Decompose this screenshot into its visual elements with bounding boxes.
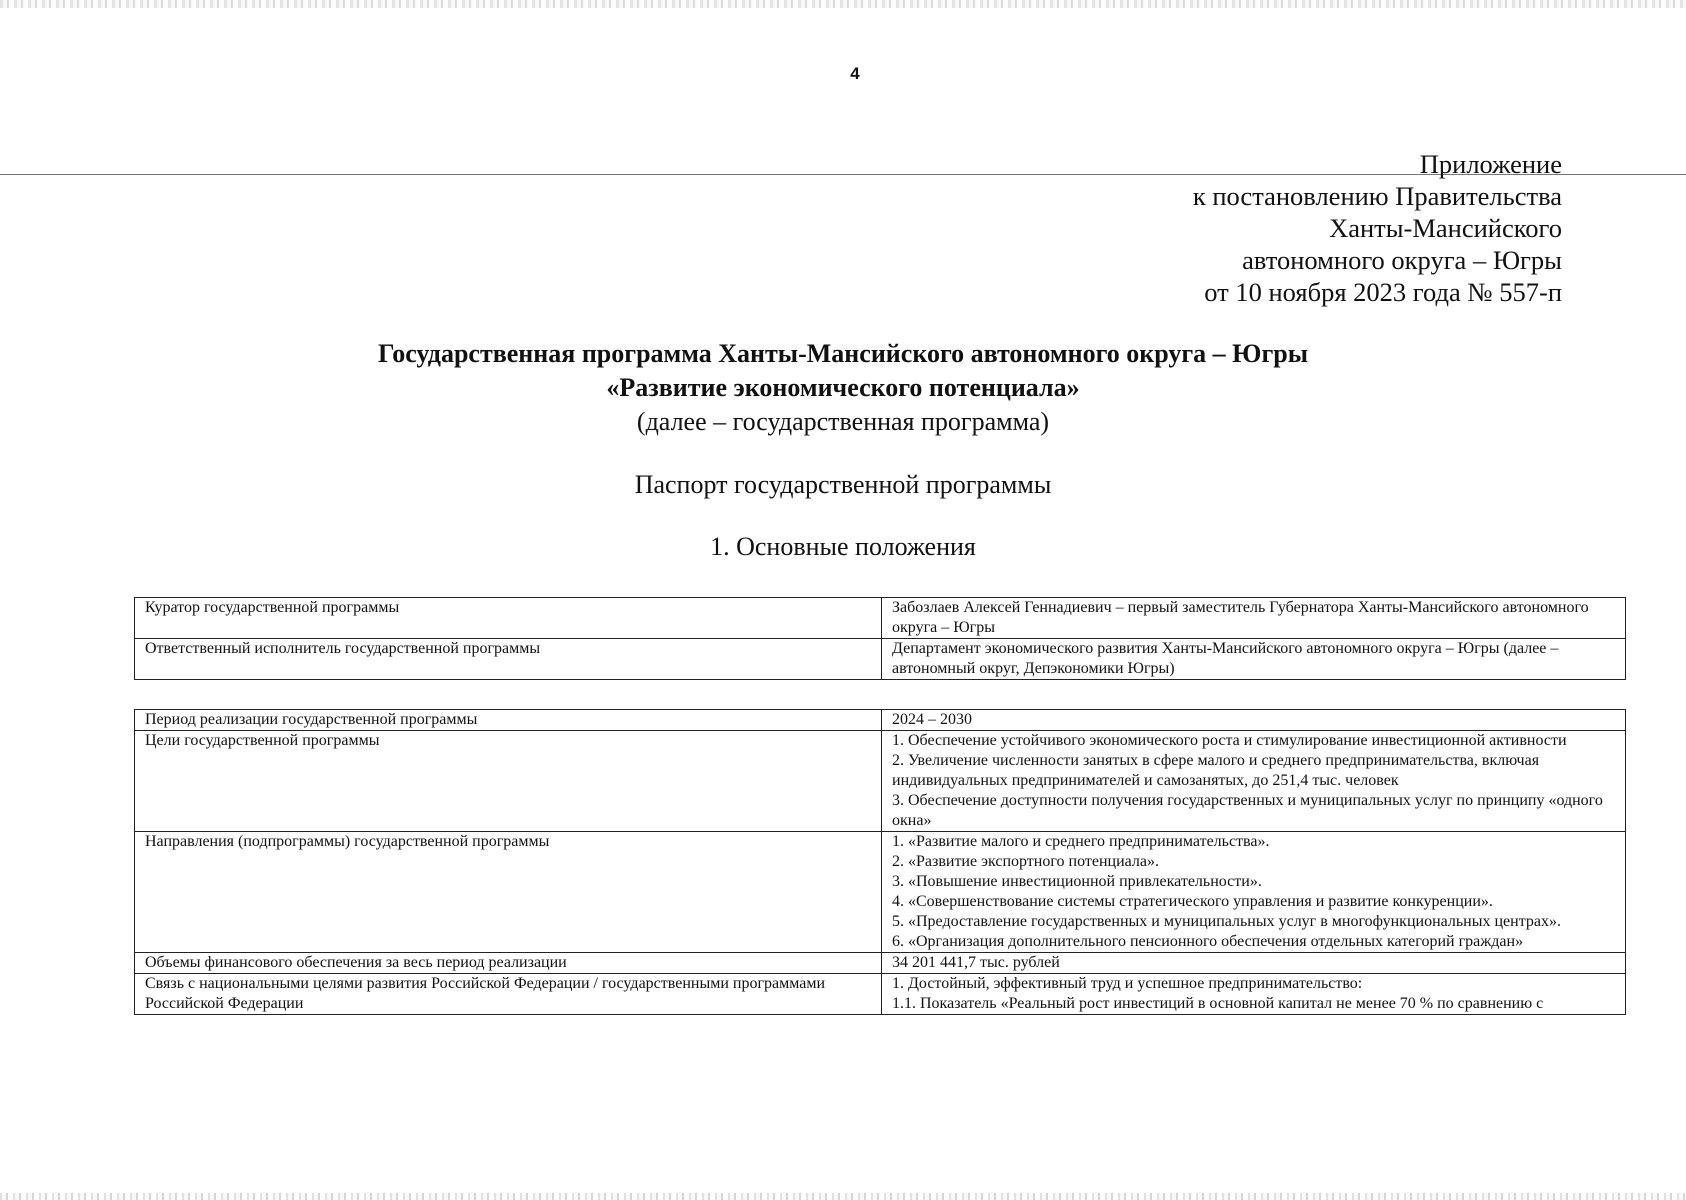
table-cell-list [882, 832, 1626, 953]
appendix-line-1: Приложение [1419, 149, 1562, 179]
title-line-1: Государственная программа Ханты-Мансийского автономного округа – Югры [377, 339, 1309, 368]
table-row [135, 953, 1626, 974]
table-cell-label: Направления (подпрограммы) государственной программы [135, 832, 882, 953]
document-title [130, 337, 1556, 439]
scan-edge-top [0, 0, 1686, 8]
table-responsible [134, 597, 1626, 680]
list-item: 1. Достойный, эффективный труд и успешное предпринимательство: [892, 975, 1363, 992]
table-cell-list [882, 974, 1626, 1015]
table-row [135, 731, 1626, 832]
list-item: 2. Увеличение численности занятых в сфере малого и среднего предпринимательства, включая индивидуальных предпринимателей и самозанятых, до 251,4 тыс. человек [892, 752, 1540, 789]
table-cell-value: 2024 – 2030 [882, 710, 1626, 731]
list-item: 4. «Совершенствование системы стратегического управления и развитие конкуренции». [892, 893, 1493, 910]
list-item: 5. «Предоставление государственных и муниципальных услуг в многофункциональных центрах». [892, 913, 1561, 930]
table-cell-label: Период реализации государственной программы [135, 710, 882, 731]
table-row [135, 832, 1626, 953]
list-item: 1. Обеспечение устойчивого экономического роста и стимулирование инвестиционной активности [892, 732, 1567, 749]
section-title: 1. Основные положения [710, 532, 976, 561]
list-item: 1.1. Показатель «Реальный рост инвестиций в основной капитал не менее 70 % по сравнению с [892, 995, 1544, 1012]
passport-title: Паспорт государственной программы [634, 470, 1052, 499]
list-item: 3. Обеспечение доступности получения государственных и муниципальных услуг по принципу «одного окна» [892, 792, 1603, 829]
table-row [135, 974, 1626, 1015]
list-item: 1. «Развитие малого и среднего предпринимательства». [892, 833, 1270, 850]
table-row [135, 598, 1626, 639]
appendix-block [1060, 148, 1562, 308]
appendix-line-2: к постановлению Правительства [1192, 181, 1562, 211]
table-cell-value: Забозлаев Алексей Геннадиевич – первый заместитель Губернатора Ханты-Мансийского автономного округа – Югры [882, 598, 1626, 639]
appendix-line-3: Ханты-Мансийского [1329, 213, 1562, 243]
table-cell-label: Связь с национальными целями развития Российской Федерации / государственными программами Российской Федерации [135, 974, 882, 1015]
list-item: 6. «Организация дополнительного пенсионного обеспечения отдельных категорий граждан» [892, 933, 1524, 950]
title-line-3: (далее – государственная программа) [636, 407, 1050, 436]
table-row [135, 639, 1626, 680]
table-cell-value: Департамент экономического развития Ханты-Мансийского автономного округа – Югры (далее – автономный округ, Депэкономики Югры) [882, 639, 1626, 680]
scan-edge-bottom [0, 1193, 1686, 1200]
table-cell-list [882, 731, 1626, 832]
table-main-parameters [134, 709, 1626, 1015]
appendix-line-5: от 10 ноября 2023 года № 557-п [1204, 277, 1562, 307]
table-cell-label: Цели государственной программы [135, 731, 882, 832]
title-line-2: «Развитие экономического потенциала» [606, 373, 1080, 402]
table-cell-label: Куратор государственной программы [135, 598, 882, 639]
appendix-line-4: автономного округа – Югры [1242, 245, 1562, 275]
table-cell-value: 34 201 441,7 тыс. рублей [882, 953, 1626, 974]
list-item: 2. «Развитие экспортного потенциала». [892, 853, 1159, 870]
table-cell-label: Объемы финансового обеспечения за весь период реализации [135, 953, 882, 974]
table-cell-label: Ответственный исполнитель государственной программы [135, 639, 882, 680]
page-number: 4 [850, 64, 860, 83]
list-item: 3. «Повышение инвестиционной привлекательности». [892, 873, 1262, 890]
table-row [135, 710, 1626, 731]
